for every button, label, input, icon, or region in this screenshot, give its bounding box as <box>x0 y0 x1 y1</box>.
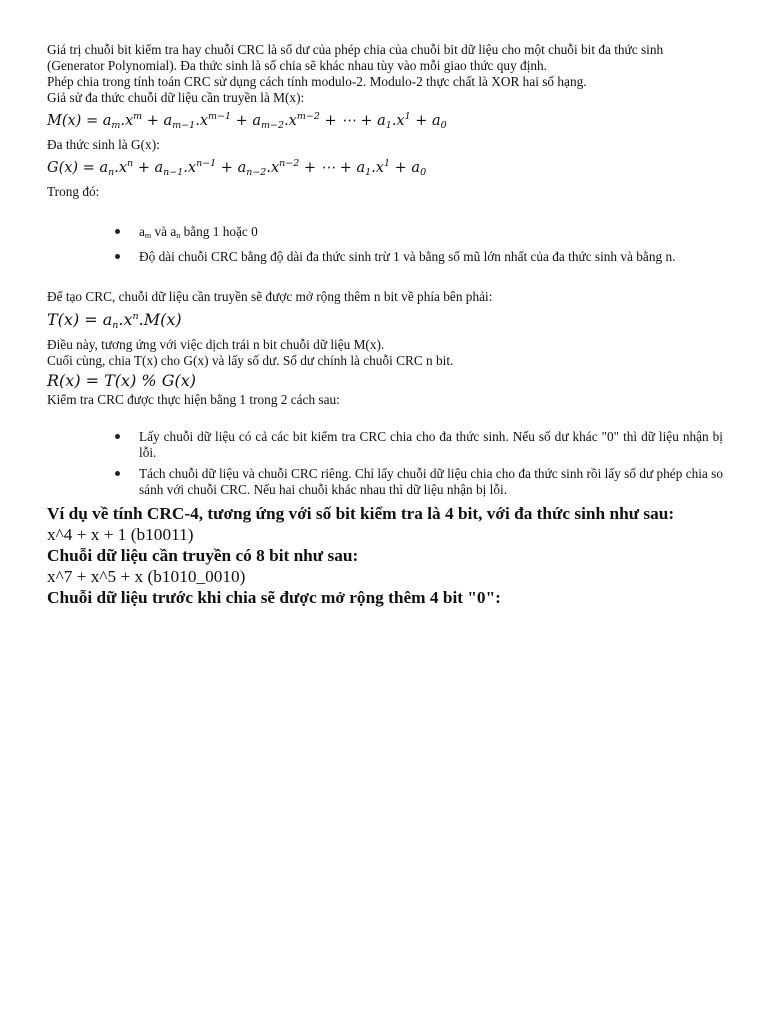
bullet-icon <box>115 471 120 476</box>
document-page <box>47 42 723 608</box>
example-heading: Ví dụ về tính CRC-4, tương ứng với số bit kiểm tra là 4 bit, với đa thức sinh như sau: <box>47 504 675 523</box>
example-data: x^7 + x^5 + x (b1010_0010) <box>47 567 246 586</box>
intro-paragraph-5: Trong đó: <box>47 184 100 199</box>
list-item: Độ dài chuỗi CRC bằng độ dài đa thức sinh trừ 1 và bằng số mũ lớn nhất của đa thức sinh và bằng n. <box>47 249 723 265</box>
crc-paragraph-3: Cuối cùng, chia T(x) cho G(x) và lấy số dư. Số dư chính là chuỗi CRC n bit. <box>47 353 454 368</box>
formula-r-text: R(x) = T(x) % G(x) <box>47 371 196 390</box>
bullet-icon <box>115 434 120 439</box>
crc-paragraph-1: Để tạo CRC, chuỗi dữ liệu cần truyền sẽ được mở rộng thêm n bit về phía bên phải: <box>47 289 493 304</box>
formula-r <box>47 369 723 392</box>
list-item: am và an bằng 1 hoặc 0 <box>47 224 723 244</box>
list-item: Lấy chuỗi dữ liệu có cả các bit kiểm tra CRC chia cho đa thức sinh. Nếu số dư khác "0" thì dữ liệu nhận bị lỗi. <box>47 429 723 461</box>
example-polynomial: x^4 + x + 1 (b10011) <box>47 525 194 544</box>
intro-paragraph-4: Đa thức sinh là G(x): <box>47 137 160 152</box>
formula-m <box>47 106 723 137</box>
bullet-icon <box>115 229 120 234</box>
bullet-icon <box>115 254 120 259</box>
formula-g-text: $G(x) = a_n.x^n + a_{n-1}.x^{n-1} + a_{n-2}.x^{n-2}$ + ⋯ + $a_1.x^1 + a_0$ <box>47 158 427 178</box>
crc-paragraph-2: Điều này, tương ứng với việc dịch trái n bit chuỗi dữ liệu M(x). <box>47 337 385 352</box>
list-item: Tách chuỗi dữ liệu và chuỗi CRC riêng. Chỉ lấy chuỗi dữ liệu chia cho đa thức sinh rồi lấy số dư phép chia so sánh với chuỗi CRC. Nếu hai chuỗi khác nhau thì dữ liệu nhận bị lỗi. <box>47 466 723 498</box>
formula-t <box>47 305 723 337</box>
intro-paragraph-3: Giả sử đa thức chuỗi dữ liệu cần truyền là M(x): <box>47 90 305 105</box>
formula-m-text: $M(x) = a_m.x^m + a_{m-1}.x^{m-1} + a_{m-2}.x^{m-2}$ + ⋯ + $a_1.x^1 + a_0$ <box>47 111 447 131</box>
formula-t-text: $T(x) = a_n.x^n.M(x)$ <box>47 310 182 331</box>
check-method-bullets <box>47 429 723 498</box>
coefficient-bullets <box>47 224 723 265</box>
intro-paragraph-2: Phép chia trong tính toán CRC sử dụng cách tính modulo-2. Modulo-2 thực chất là XOR hai số hạng. <box>47 74 587 89</box>
intro-paragraph-1: Giá trị chuỗi bit kiểm tra hay chuỗi CRC là số dư của phép chia của chuỗi bit dữ liệu cho một chuỗi bit đa thức sinh (Generator Polynomial). Đa thức sinh là số chia sẽ khác nhau tùy vào mỗi giao thức quy định. <box>47 42 664 73</box>
crc-paragraph-4: Kiểm tra CRC được thực hiện bằng 1 trong 2 cách sau: <box>47 392 340 407</box>
example-data-heading: Chuỗi dữ liệu cần truyền có 8 bit như sau: <box>47 546 359 565</box>
example-extend-heading: Chuỗi dữ liệu trước khi chia sẽ được mở rộng thêm 4 bit "0": <box>47 588 501 607</box>
formula-g <box>47 153 723 184</box>
